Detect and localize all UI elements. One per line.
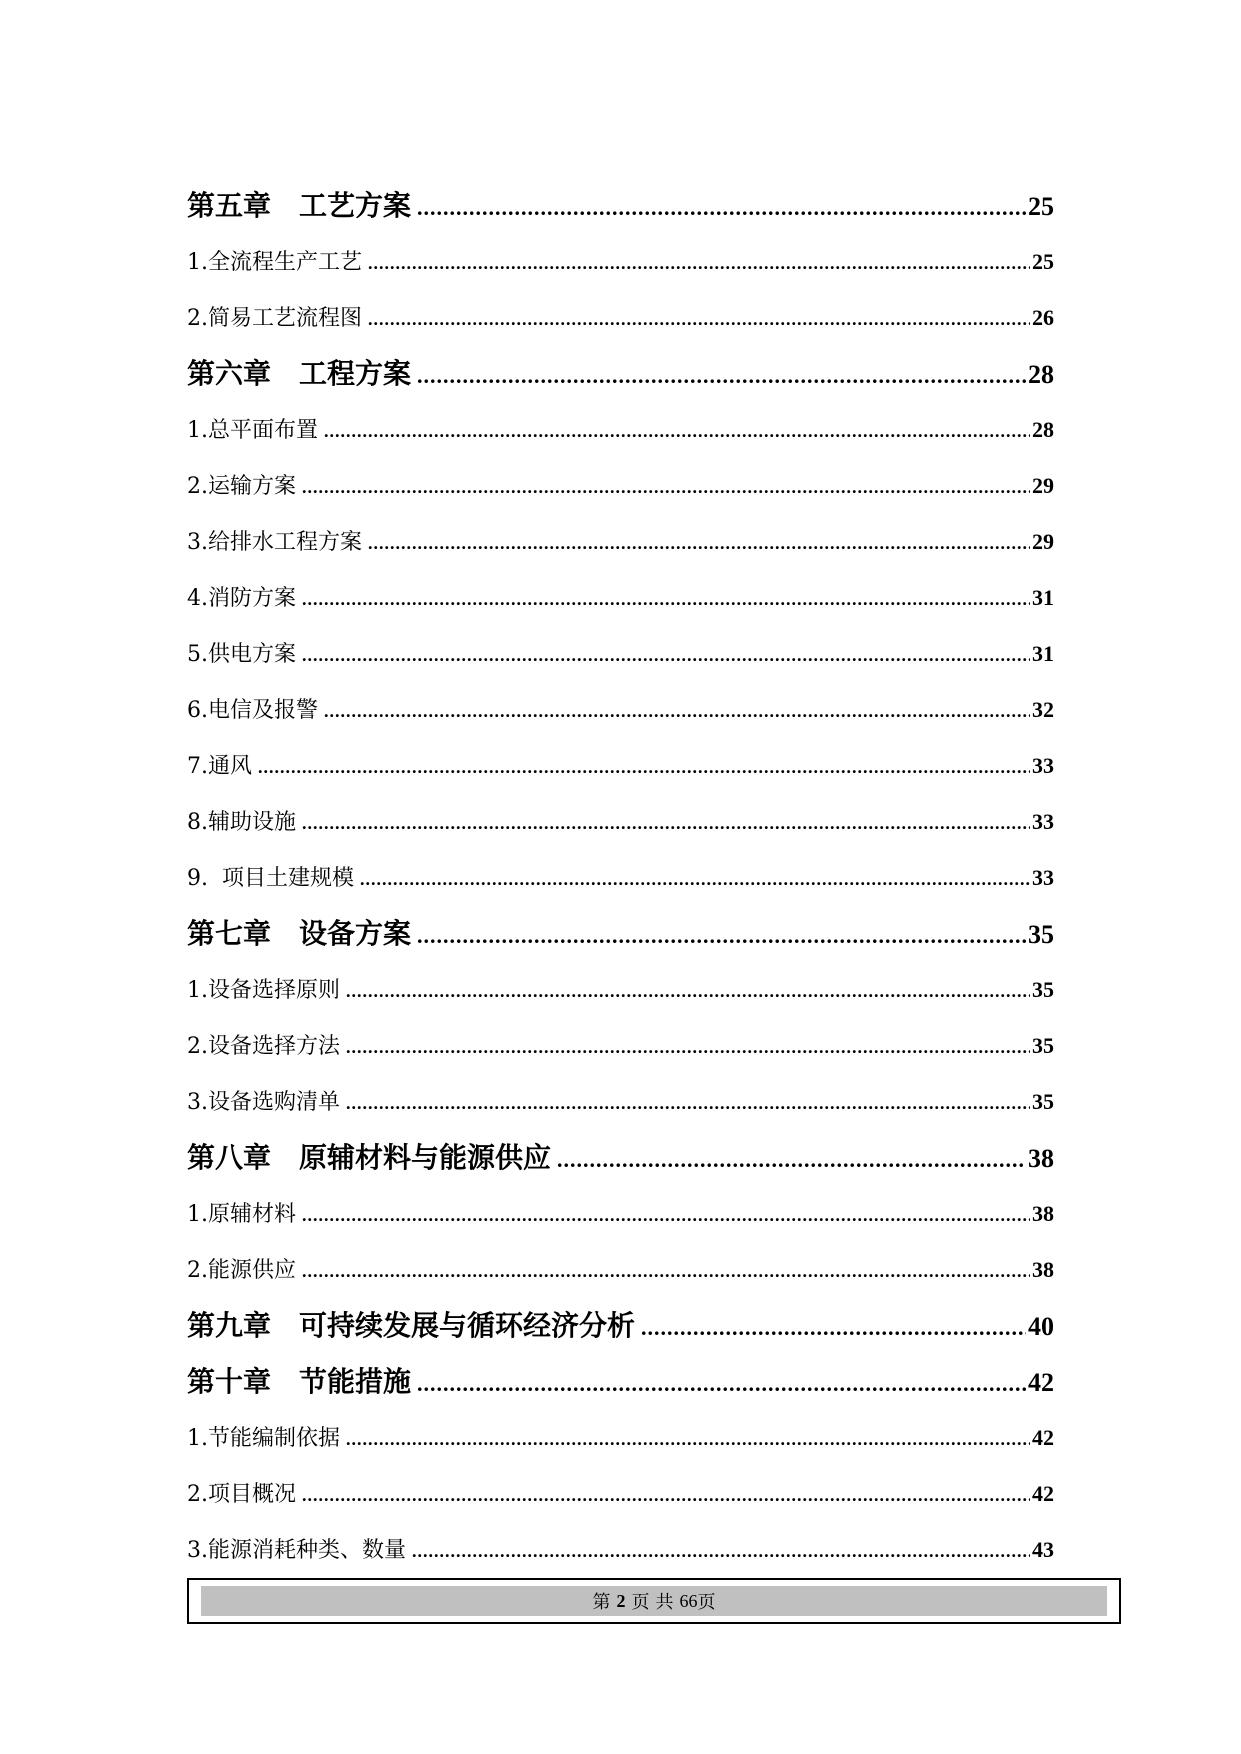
toc-entry-page: 33 [1032, 865, 1054, 890]
footer-total-suffix: 页 [697, 1592, 716, 1612]
toc-entry-title: 8.辅助设施 [187, 810, 296, 835]
toc-leader-dots [324, 403, 1030, 459]
toc-entry-page: 33 [1032, 753, 1054, 778]
toc-entry-title: 2.能源供应 [187, 1258, 296, 1283]
toc-entry[interactable] [187, 1354, 1054, 1410]
toc-entry-title: 1.原辅材料 [187, 1202, 296, 1227]
toc-leader-dots [346, 1411, 1030, 1467]
toc-entry-page: 38 [1028, 1144, 1054, 1173]
toc-entry[interactable] [187, 290, 1054, 346]
toc-entry-title: 3.给排水工程方案 [187, 530, 362, 555]
toc-leader-dots [302, 1187, 1030, 1243]
toc-entry-page: 28 [1032, 417, 1054, 442]
toc-entry[interactable] [187, 346, 1054, 402]
current-page-number: 2 [616, 1590, 626, 1611]
toc-entry-page: 42 [1032, 1481, 1054, 1506]
toc-entry-title: 2.设备选择方法 [187, 1034, 340, 1059]
toc-entry[interactable] [187, 1242, 1054, 1298]
toc-entry-page: 35 [1032, 977, 1054, 1002]
total-pages-number: 66 [679, 1590, 698, 1611]
toc-entry[interactable] [187, 962, 1054, 1018]
toc-entry-page: 32 [1032, 697, 1054, 722]
toc-entry-page: 35 [1032, 1033, 1054, 1058]
page-footer [187, 1578, 1121, 1624]
page-number-bar [201, 1586, 1107, 1616]
toc-entry-title: 3.设备选购清单 [187, 1090, 340, 1115]
toc-entry[interactable] [187, 1074, 1054, 1130]
toc-leader-dots [412, 1523, 1030, 1579]
toc-entry-page: 35 [1028, 920, 1054, 949]
toc-entry[interactable] [187, 514, 1054, 570]
toc-entry-page: 25 [1032, 249, 1054, 274]
toc-entry-title: 4.消防方案 [187, 586, 296, 611]
toc-leader-dots [302, 459, 1030, 515]
toc-entry-page: 33 [1032, 809, 1054, 834]
toc-leader-dots [557, 1132, 1026, 1188]
toc-entry-page: 42 [1028, 1368, 1054, 1397]
toc-entry[interactable] [187, 1410, 1054, 1466]
toc-entry[interactable] [187, 458, 1054, 514]
toc-entry-title: 第五章 工艺方案 [187, 189, 412, 222]
toc-leader-dots [417, 1356, 1026, 1412]
toc-entry-page: 43 [1032, 1537, 1054, 1562]
toc-entry-page: 31 [1032, 641, 1054, 666]
toc-entry-title: 6.电信及报警 [187, 698, 318, 723]
footer-prefix: 第 [592, 1592, 611, 1612]
toc-leader-dots [360, 851, 1030, 907]
toc-entry-title: 2.运输方案 [187, 474, 296, 499]
toc-entry[interactable] [187, 234, 1054, 290]
toc-leader-dots [302, 1467, 1030, 1523]
toc-entry-page: 38 [1032, 1257, 1054, 1282]
toc-entry[interactable] [187, 626, 1054, 682]
toc-leader-dots [258, 739, 1030, 795]
toc-entry-title: 第六章 工程方案 [187, 357, 412, 390]
toc-leader-dots [368, 235, 1030, 291]
toc-entry-title: 第七章 设备方案 [187, 917, 412, 950]
toc-entry-title: 1.设备选择原则 [187, 978, 340, 1003]
toc-entry-page: 26 [1032, 305, 1054, 330]
toc-leader-dots [346, 1075, 1030, 1131]
table-of-contents [187, 178, 1054, 1578]
toc-leader-dots [346, 1019, 1030, 1075]
toc-entry-page: 38 [1032, 1201, 1054, 1226]
toc-entry-title: 7.通风 [187, 754, 252, 779]
toc-entry[interactable] [187, 1130, 1054, 1186]
toc-entry[interactable] [187, 850, 1054, 906]
toc-entry-title: 3.能源消耗种类、数量 [187, 1538, 406, 1563]
toc-entry-page: 40 [1028, 1312, 1054, 1341]
toc-entry[interactable] [187, 794, 1054, 850]
toc-entry-title: 第八章 原辅材料与能源供应 [187, 1141, 552, 1174]
toc-entry-page: 42 [1032, 1425, 1054, 1450]
toc-entry-title: 1.总平面布置 [187, 418, 318, 443]
toc-entry-title: 9. 项目土建规模 [187, 866, 354, 891]
toc-entry[interactable] [187, 738, 1054, 794]
toc-entry[interactable] [187, 1466, 1054, 1522]
toc-entry[interactable] [187, 906, 1054, 962]
toc-leader-dots [417, 908, 1026, 964]
toc-entry-title: 1.全流程生产工艺 [187, 250, 362, 275]
toc-leader-dots [302, 795, 1030, 851]
toc-leader-dots [641, 1300, 1026, 1356]
toc-entry-title: 1.节能编制依据 [187, 1426, 340, 1451]
toc-leader-dots [346, 963, 1030, 1019]
toc-entry-title: 第九章 可持续发展与循环经济分析 [187, 1309, 636, 1342]
toc-entry[interactable] [187, 570, 1054, 626]
toc-leader-dots [302, 1243, 1030, 1299]
toc-leader-dots [302, 571, 1030, 627]
toc-leader-dots [368, 291, 1030, 347]
toc-entry[interactable] [187, 1186, 1054, 1242]
toc-entry-title: 2.项目概况 [187, 1482, 296, 1507]
toc-entry-title: 2.简易工艺流程图 [187, 306, 362, 331]
toc-entry-title: 第十章 节能措施 [187, 1365, 412, 1398]
toc-entry-page: 29 [1032, 473, 1054, 498]
toc-entry[interactable] [187, 1522, 1054, 1578]
toc-leader-dots [302, 627, 1030, 683]
toc-leader-dots [324, 683, 1030, 739]
toc-entry-title: 5.供电方案 [187, 642, 296, 667]
toc-entry[interactable] [187, 682, 1054, 738]
toc-entry-page: 29 [1032, 529, 1054, 554]
toc-entry[interactable] [187, 402, 1054, 458]
toc-leader-dots [368, 515, 1030, 571]
toc-entry-page: 35 [1032, 1089, 1054, 1114]
toc-entry[interactable] [187, 1018, 1054, 1074]
footer-page-word: 页 [631, 1592, 650, 1612]
toc-entry[interactable] [187, 1298, 1054, 1354]
toc-leader-dots [417, 348, 1026, 404]
toc-leader-dots [417, 180, 1026, 236]
toc-entry[interactable] [187, 178, 1054, 234]
toc-entry-page: 28 [1028, 360, 1054, 389]
toc-entry-page: 31 [1032, 585, 1054, 610]
toc-entry-page: 25 [1028, 192, 1054, 221]
footer-total-prefix: 共 [655, 1592, 674, 1612]
